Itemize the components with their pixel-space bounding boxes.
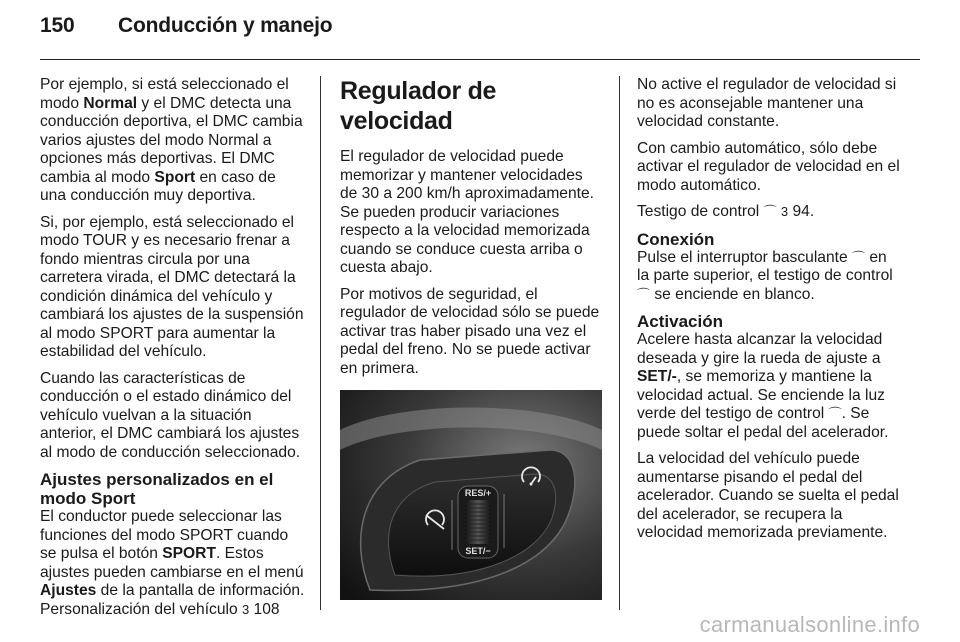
text: en la parte superior, el testigo de control [637, 248, 893, 284]
set-minus-label: SET/− [465, 546, 491, 556]
page-number: 150 [40, 14, 75, 37]
paragraph: La velocidad del vehículo puede aumentarse pisando el pedal del acelerador. Cuando se suelta el pedal del acelerador, se recupera la velocidad memorizada previamente. [637, 450, 899, 541]
section-heading: Ajustes personalizados en el modo Sport [40, 470, 274, 508]
cruise-control-icon: ⌒ [851, 249, 865, 265]
text: 108 [249, 600, 280, 618]
column-2 [340, 76, 602, 600]
adjust-wheel [465, 500, 491, 544]
column-divider [619, 76, 620, 610]
cruise-control-icon: ⌒ [763, 204, 777, 219]
section-heading-conexion: Conexión [637, 229, 715, 249]
bold-term-normal: Normal [83, 94, 138, 112]
bold-term-sport-button: SPORT [162, 545, 216, 562]
text: 94. [788, 203, 815, 220]
column-1 [40, 76, 306, 627]
paragraph: El regulador de velocidad puede memorizar y mantener velocidades de 30 a 200 km/h aproximadamente. Se pueden producir variaciones respecto a la velocidad memorizada cuando se conduce cuesta arriba o cuesta abajo. [340, 148, 594, 276]
paragraph [637, 203, 903, 222]
res-plus-label: RES/+ [464, 488, 492, 498]
paragraph [637, 249, 903, 305]
text: se enciende en blanco. [650, 285, 815, 303]
column-3 [637, 76, 903, 551]
cruise-control-photo [340, 390, 602, 600]
paragraph: Si, por ejemplo, está seleccionado el modo TOUR y es necesario frenar a fondo mientras circula por una carretera virada, el DMC detectará la condición dinámica del vehículo y cambiará los ajustes de la suspensión al modo SPORT para aumentar la estabilidad del vehículo. [40, 213, 304, 360]
text: de la pantalla de información. Personalización del vehículo [40, 582, 305, 618]
text: El conductor puede seleccionar las funciones del modo SPORT cuando se pulsa el botón [40, 508, 289, 562]
text: en caso de una conducción muy deportiva. [40, 168, 276, 204]
paragraph [40, 76, 306, 206]
text: Pulse el interruptor basculante [637, 248, 852, 266]
page-header [40, 14, 332, 38]
paragraph [40, 508, 306, 619]
paragraph: No active el regulador de velocidad si no es aconsejable mantener una velocidad constante. [637, 76, 897, 130]
column-divider [320, 76, 321, 610]
paragraph: Con cambio automático, sólo debe activar el regulador de velocidad en el modo automático. [637, 139, 900, 194]
section-heading-activacion: Activación [637, 312, 723, 331]
cruise-control-icon: ⌒ [637, 286, 651, 302]
text: . Se puede soltar el pedal del acelerador. [637, 405, 889, 441]
watermark: carmanualsonline.info [699, 612, 920, 637]
text: . Estos ajustes pueden cambiarse en el menú [40, 545, 304, 581]
bold-term-sport: Sport [154, 168, 196, 186]
text: Acelere hasta alcanzar la velocidad deseada y gire la rueda de ajuste a [637, 331, 883, 367]
paragraph: Por motivos de seguridad, el regulador de velocidad sólo se puede activar tras haber pisado una vez el pedal del freno. No se puede activar en primera. [340, 285, 600, 377]
paragraph [637, 331, 903, 442]
page-reference-icon: 3 [241, 601, 250, 617]
bold-term-ajustes: Ajustes [40, 582, 97, 599]
bold-term-set: SET/- [637, 368, 677, 385]
cruise-control-icon: ⌒ [828, 406, 842, 421]
header-rule [40, 59, 920, 60]
section-title: Regulador de velocidad [340, 77, 497, 135]
paragraph: Cuando las características de conducción o el estado dinámico del vehículo vuelvan a la situación anterior, el DMC cambiará los ajustes al modo de conducción seleccionado. [40, 369, 301, 461]
page-title: Conducción y manejo [118, 14, 333, 37]
text: Testigo de control [637, 203, 764, 220]
text: y el DMC detecta una conducción deportiva, el DMC cambia varios ajustes del modo Normal a opciones más deportivas. El DMC cambia al modo [40, 94, 303, 186]
page-reference-icon: 3 [780, 204, 789, 219]
text: , se memoriza y mantiene la velocidad actual. Se enciende la luz verde del testigo de control [637, 368, 885, 422]
text: Por ejemplo, si está seleccionado el modo [40, 76, 289, 112]
